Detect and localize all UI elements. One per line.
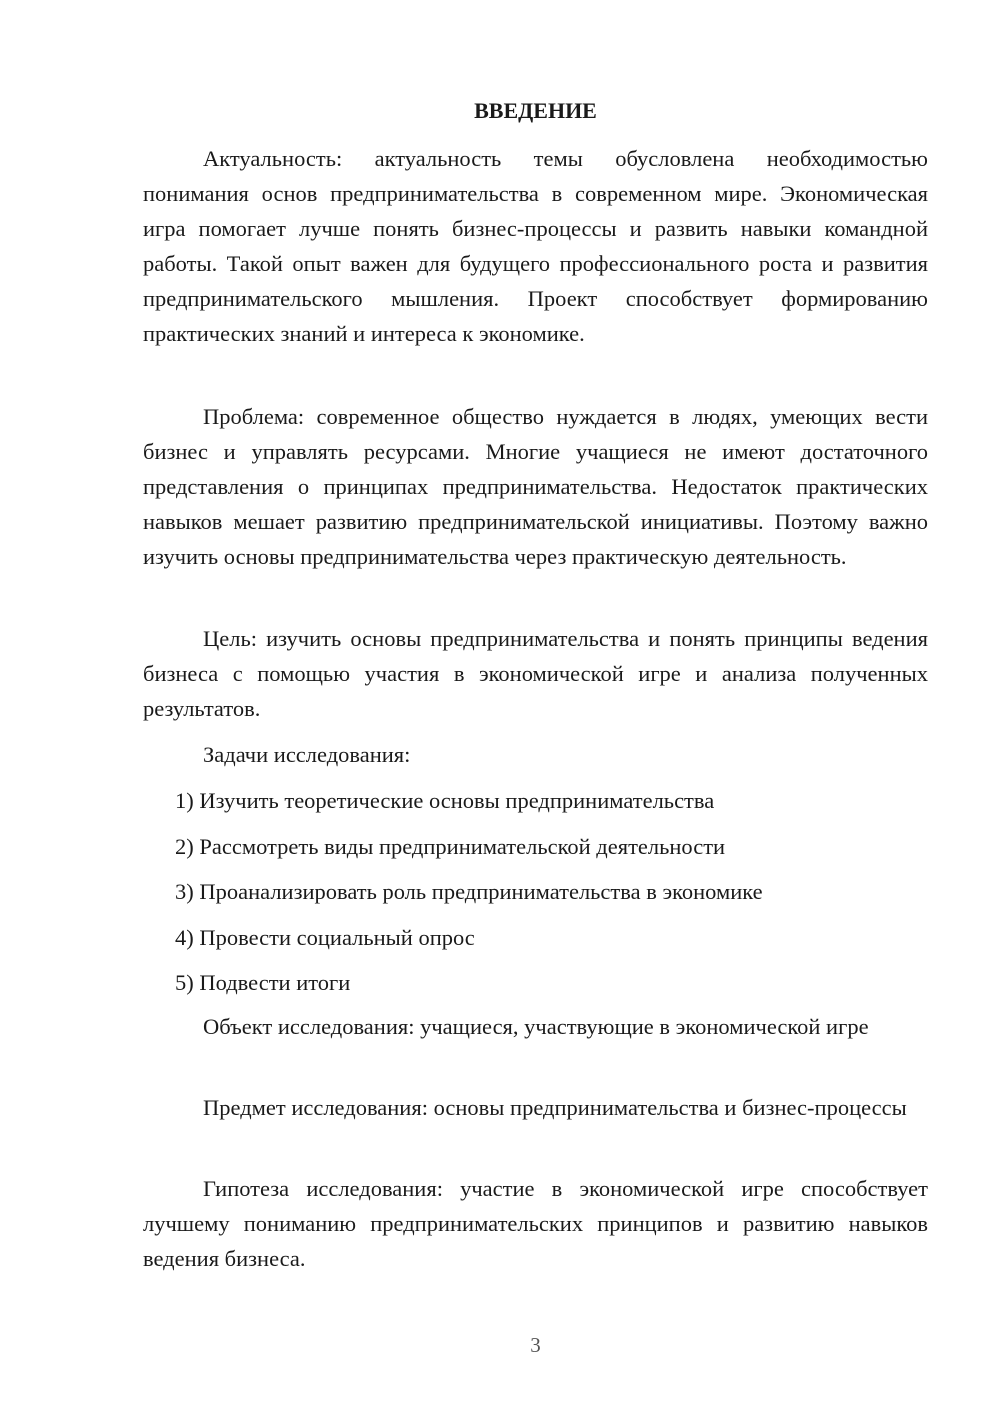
list-item: 3) Проанализировать роль предпринимательства в экономике (175, 879, 763, 904)
object-paragraph: Объект исследования: учащиеся, участвующие в экономической игре (203, 1014, 869, 1039)
problem-paragraph: Проблема: современное общество нуждается в людях, умеющих вести бизнес и управлять ресурсами. Многие учащиеся не имеют достаточного представления о принципах предпринимательства. Недостаток практических навыков мешает развитию предпринимательской инициативы. Поэтому важно изучить основы предпринимательства через практическую деятельность. (143, 404, 928, 569)
section-heading: ВВЕДЕНИЕ (474, 98, 597, 123)
relevance-paragraph: Актуальность: актуальность темы обусловлена необходимостью понимания основ предпринимательства в современном мире. Экономическая игра помогает лучше понять бизнес-процессы и развить навыки командной работы. Такой опыт важен для будущего профессионального роста и развития предпринимательского мышления. Проект способствует формированию практических знаний и интереса к экономике. (143, 146, 928, 346)
page-number: 3 (530, 1333, 541, 1357)
list-item: 2) Рассмотреть виды предпринимательской деятельности (175, 833, 726, 859)
goal-paragraph: Цель: изучить основы предпринимательства и понять принципы ведения бизнеса с помощью участия в экономической игре и анализа полученных результатов. (143, 626, 928, 721)
tasks-title: Задачи исследования: (203, 742, 411, 767)
list-item: 4) Провести социальный опрос (175, 924, 475, 950)
hypothesis-paragraph: Гипотеза исследования: участие в экономической игре способствует лучшему пониманию предпринимательских принципов и развитию навыков ведения бизнеса. (143, 1176, 928, 1271)
list-item: 1) Изучить теоретические основы предпринимательства (175, 788, 715, 813)
tasks-list (175, 786, 935, 1014)
subject-paragraph: Предмет исследования: основы предпринимательства и бизнес-процессы (203, 1095, 907, 1120)
list-item: 5) Подвести итоги (175, 970, 351, 995)
